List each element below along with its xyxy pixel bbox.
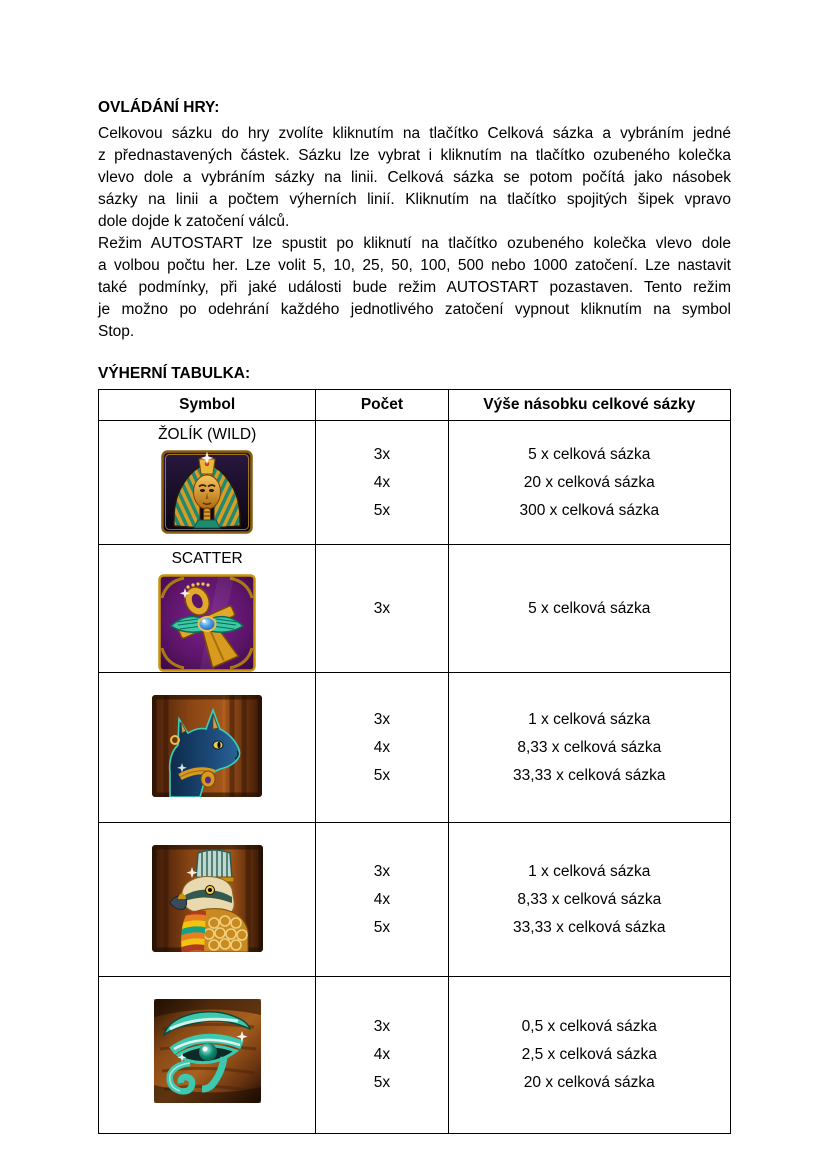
table-row <box>99 421 731 545</box>
paragraph-game-controls-2 <box>98 233 731 343</box>
paragraph-line: je možno po odehrání každého jednotlivého zatočení vypnout kliknutím na symbol <box>98 301 731 318</box>
symbol-cell <box>99 977 316 1134</box>
value-cell <box>448 545 730 673</box>
multiplier-value: 20 x celková sázka <box>523 1074 655 1091</box>
count-value: 5x <box>373 766 391 784</box>
multiplier-value: 33,33 x celková sázka <box>513 918 666 936</box>
table-row <box>99 823 731 977</box>
table-header-row <box>99 390 731 421</box>
multiplier-value: 1 x celková sázka <box>528 710 651 728</box>
count-cell <box>316 823 448 977</box>
multiplier-value: 8,33 x celková sázka <box>517 738 662 756</box>
pharaoh-wild-icon <box>99 450 315 534</box>
count-value: 4x <box>373 473 391 491</box>
count-value: 4x <box>373 890 391 908</box>
paragraph-game-controls-1 <box>98 123 731 233</box>
header-count: Počet <box>316 390 448 421</box>
count-value: 5x <box>373 1074 391 1091</box>
multiplier-value: 20 x celková sázka <box>523 473 655 491</box>
multiplier-value: 33,33 x celková sázka <box>513 766 666 784</box>
count-value: 3x <box>373 599 391 617</box>
paragraph-line: a volbou počtu her. Lze volit 5, 10, 25, 50, 100, 500 nebo 1000 zatočení. Lze nastavit <box>98 257 731 274</box>
count-cell <box>316 977 448 1134</box>
horus-falcon-icon <box>99 845 315 952</box>
multiplier-value: 5 x celková sázka <box>528 599 651 617</box>
section-title-game-controls: OVLÁDÁNÍ HRY: <box>98 99 220 116</box>
symbol-cell <box>99 673 316 823</box>
count-value: 4x <box>373 738 391 756</box>
multiplier-value: 2,5 x celková sázka <box>521 1046 657 1063</box>
count-value: 3x <box>373 445 391 463</box>
symbol-cell <box>99 421 316 545</box>
count-value: 3x <box>373 1018 391 1035</box>
paragraph-line: vlevo dole a vybráním sázky na linii. Celková sázka se potom počítá jako násobek <box>98 169 731 186</box>
paragraph-line: také podmínky, při jaké události bude režim AUTOSTART pozastaven. Tento režim <box>98 279 731 296</box>
count-cell <box>316 673 448 823</box>
multiplier-value: 300 x celková sázka <box>519 501 660 519</box>
header-multiplier: Výše násobku celkové sázky <box>448 390 730 421</box>
count-value: 5x <box>373 918 391 936</box>
count-cell <box>316 421 448 545</box>
bastet-cat-icon <box>99 695 315 797</box>
paragraph-line: Režim AUTOSTART lze spustit po kliknutí na tlačítko ozubeného kolečka vlevo dole <box>98 235 731 252</box>
symbol-label: SCATTER <box>171 550 243 567</box>
count-value: 5x <box>373 501 391 519</box>
multiplier-value: 5 x celková sázka <box>528 445 651 463</box>
symbol-label: ŽOLÍK (WILD) <box>158 426 257 443</box>
count-value: 3x <box>373 862 391 880</box>
value-cell <box>448 673 730 823</box>
header-symbol: Symbol <box>99 390 316 421</box>
symbol-cell <box>99 823 316 977</box>
count-cell <box>316 545 448 673</box>
paragraph-line: z přednastavených částek. Sázku lze vybrat i kliknutím na tlačítko ozubeného kolečka <box>98 147 731 164</box>
table-row <box>99 977 731 1134</box>
paragraph-line: sázky na linii a počtem výherních linií. Kliknutím na tlačítko spojitých šipek vpravo <box>98 191 731 208</box>
paragraph-line: Celkovou sázku do hry zvolíte kliknutím na tlačítko Celková sázka a vybráním jedné <box>98 125 731 142</box>
value-cell <box>448 823 730 977</box>
section-title-payout-table: VÝHERNÍ TABULKA: <box>98 365 251 382</box>
count-value: 3x <box>373 710 391 728</box>
payout-table <box>98 389 731 1134</box>
value-cell <box>448 977 730 1134</box>
count-value: 4x <box>373 1046 391 1063</box>
ankh-scatter-icon <box>99 574 315 672</box>
page-content <box>98 97 731 1134</box>
paragraph-line: Stop. <box>98 323 135 340</box>
value-cell <box>448 421 730 545</box>
table-row <box>99 545 731 673</box>
paragraph-line: dole dojde k zatočení válců. <box>98 213 290 230</box>
multiplier-value: 0,5 x celková sázka <box>521 1018 657 1035</box>
multiplier-value: 8,33 x celková sázka <box>517 890 662 908</box>
multiplier-value: 1 x celková sázka <box>528 862 651 880</box>
table-row <box>99 673 731 823</box>
eye-of-horus-icon <box>99 999 315 1103</box>
symbol-cell <box>99 545 316 673</box>
